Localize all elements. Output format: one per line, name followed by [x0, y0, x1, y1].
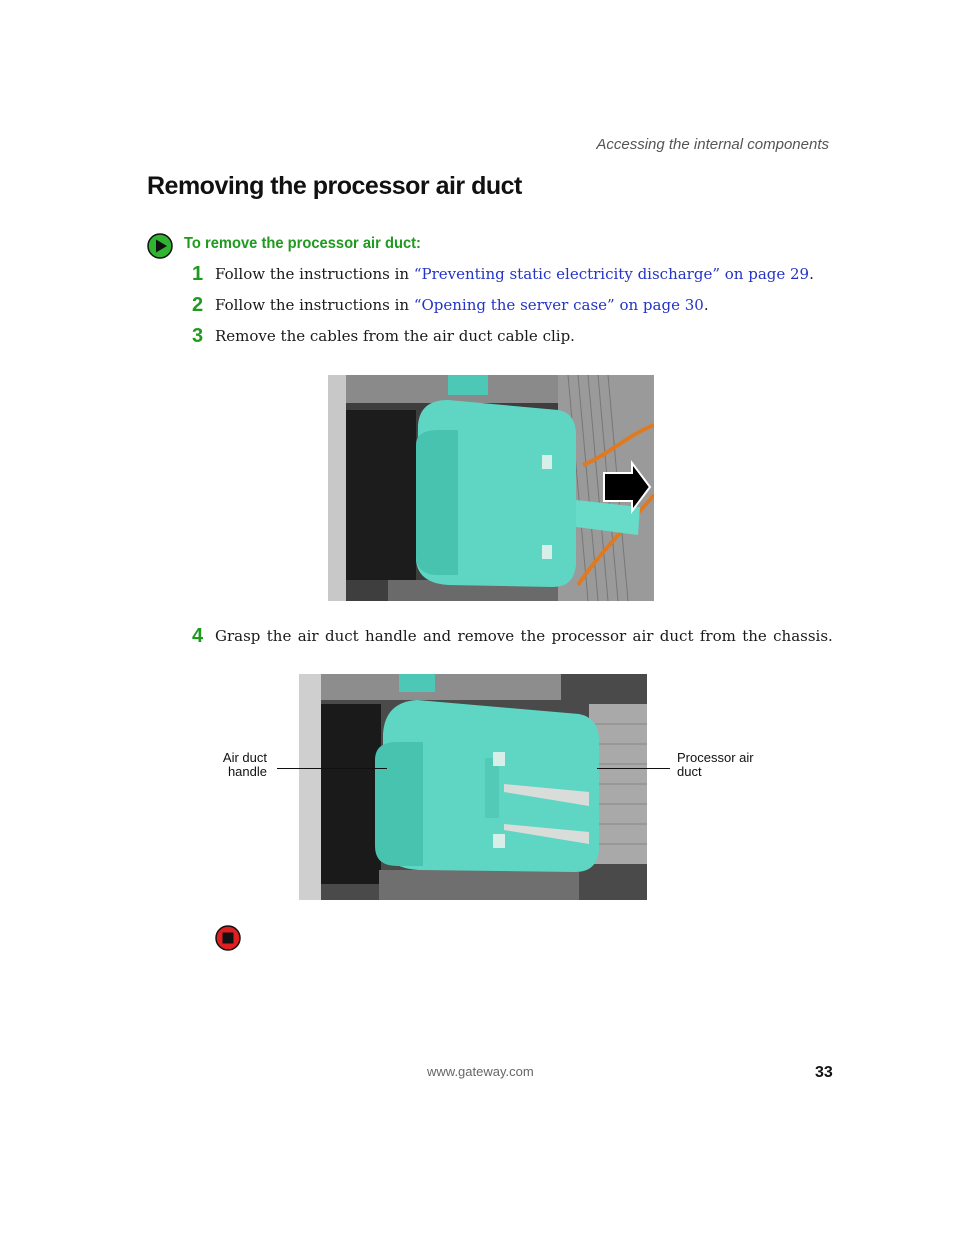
air-duct-cable-photo	[328, 375, 654, 601]
opening-case-link[interactable]: “Opening the server case” on page 30	[413, 296, 704, 314]
page-number: 33	[815, 1064, 833, 1081]
callout-air-duct-handle: Air duct handle	[222, 750, 267, 779]
static-discharge-link[interactable]: “Preventing static electricity discharge” on page 29	[413, 265, 810, 283]
step-number: 1	[192, 263, 204, 285]
callout-leader-line	[277, 768, 387, 769]
footer-url[interactable]: www.gateway.com	[427, 1064, 534, 1079]
callout-leader-line	[597, 768, 670, 769]
step-number: 3	[192, 325, 204, 347]
step-text: Follow the instructions in “Preventing static electricity discharge” on page 29.	[215, 265, 814, 283]
step-text: Follow the instructions in “Opening the server case” on page 30.	[215, 296, 709, 314]
stop-icon	[215, 925, 241, 951]
air-duct-removal-photo	[299, 674, 647, 900]
step-text: Grasp the air duct handle and remove the processor air duct from the chassis.	[215, 627, 833, 645]
callout-processor-air-duct: Processor air duct	[677, 750, 754, 779]
play-arrow-icon	[147, 233, 173, 259]
step-number: 2	[192, 294, 204, 316]
running-header: Accessing the internal components	[596, 136, 829, 153]
step-number: 4	[192, 625, 204, 647]
page-title: Removing the processor air duct	[147, 172, 522, 200]
procedure-heading: To remove the processor air duct:	[184, 235, 421, 252]
step-text: Remove the cables from the air duct cable clip.	[215, 327, 575, 345]
